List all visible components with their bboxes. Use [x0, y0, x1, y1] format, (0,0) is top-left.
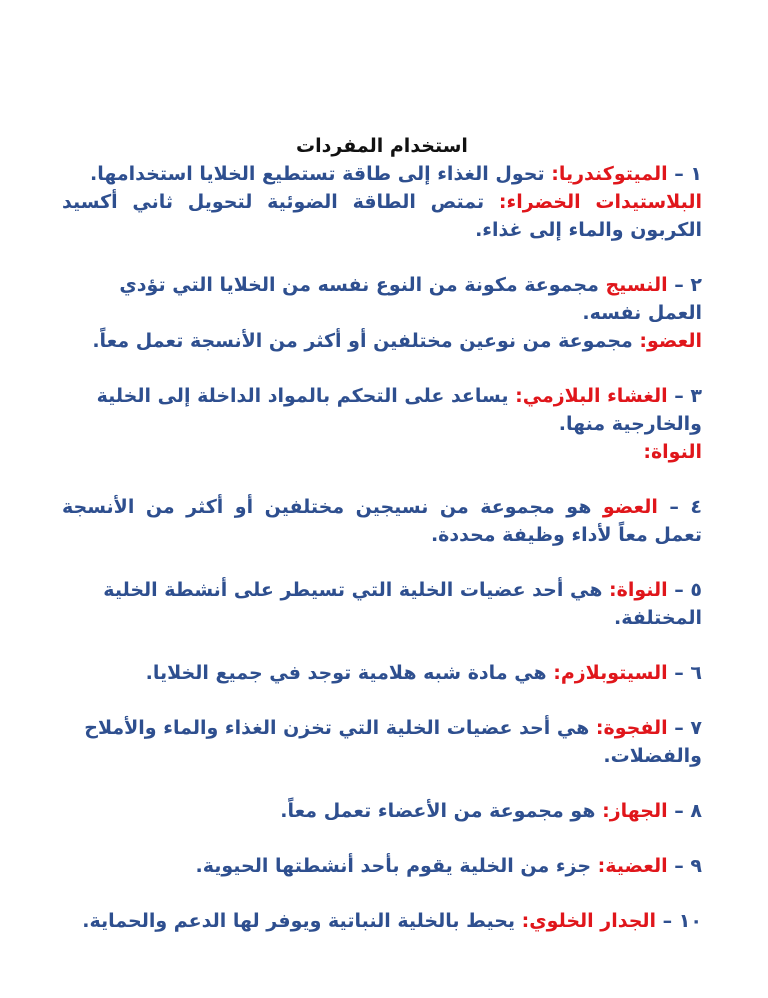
vocabulary-item-2: [62, 271, 702, 327]
definition-text: هي أحد عضيات الخلية التي تخزن الغذاء والماء والأملاح والفضلات.: [84, 717, 702, 767]
vocabulary-item-10: [62, 907, 702, 935]
definition-text: مجموعة مكونة من النوع نفسه من الخلايا التي تؤدي العمل نفسه.: [119, 274, 702, 324]
spacer: [62, 466, 702, 493]
definition-text: تحول الغذاء إلى طاقة تستطيع الخلايا استخدامها.: [89, 163, 552, 185]
vocabulary-item-3: [62, 382, 702, 438]
term-plasma-membrane: الغشاء البلازمي:: [515, 385, 668, 407]
definition-text: يساعد على التحكم بالمواد الداخلة إلى الخلية والخارجية منها.: [96, 385, 702, 435]
definition-text: هي مادة شبه هلامية توجد في جميع الخلايا.: [145, 662, 554, 684]
spacer: [62, 687, 702, 714]
vocabulary-item-6: [62, 659, 702, 687]
definition-text: هو مجموعة من نسيجين مختلفين أو أكثر من الأنسجة تعمل معاً لأداء وظيفة محددة.: [62, 496, 702, 546]
vocabulary-item-chloroplasts: [62, 188, 702, 244]
item-number: ٦ –: [667, 662, 702, 684]
term-vacuole: الفجوة:: [595, 717, 668, 739]
vocabulary-item-nucleus-label: [62, 438, 702, 466]
definition-text: جزء من الخلية يقوم بأحد أنشطتها الحيوية.: [195, 855, 598, 877]
term-mitochondria: الميتوكندريا:: [551, 163, 668, 185]
vocabulary-item-5: [62, 576, 702, 632]
spacer: [62, 880, 702, 907]
term-cytoplasm: السيتوبلازم:: [553, 662, 668, 684]
vocabulary-item-organ: [62, 327, 702, 355]
item-number: ٥ –: [667, 579, 702, 601]
item-number: ٤ –: [657, 496, 702, 518]
spacer: [62, 632, 702, 659]
vocabulary-item-7: [62, 714, 702, 770]
term-organ: العضو: [602, 496, 658, 518]
term-chloroplasts: البلاستيدات الخضراء:: [498, 191, 702, 213]
definition-text: هي أحد عضيات الخلية التي تسيطر على أنشطة الخلية المختلفة.: [103, 579, 702, 629]
item-number: ٧ –: [667, 717, 702, 739]
item-number: ٢ –: [667, 274, 702, 296]
item-number: ٣ –: [667, 385, 702, 407]
spacer: [62, 244, 702, 271]
vocabulary-item-1: [62, 160, 702, 188]
definition-text: هو مجموعة من الأعضاء تعمل معاً.: [280, 800, 603, 822]
spacer: [62, 825, 702, 852]
vocabulary-document: [62, 132, 702, 935]
page-title: استخدام المفردات: [296, 135, 468, 157]
term-system: الجهاز:: [602, 800, 668, 822]
definition-text: يحيط بالخلية النباتية ويوفر لها الدعم والحماية.: [82, 910, 522, 932]
item-number: ١ –: [667, 163, 702, 185]
item-number: ٨ –: [667, 800, 702, 822]
vocabulary-item-9: [62, 852, 702, 880]
term-nucleus: النواة:: [643, 441, 702, 463]
term-nucleus: النواة:: [609, 579, 668, 601]
vocabulary-item-8: [62, 797, 702, 825]
term-cell-wall: الجدار الخلوي:: [521, 910, 657, 932]
spacer: [62, 549, 702, 576]
vocabulary-item-4: [62, 493, 702, 549]
term-tissue: النسيج: [605, 274, 668, 296]
item-number: ١٠ –: [656, 910, 702, 932]
definition-text: مجموعة من نوعين مختلفين أو أكثر من الأنسجة تعمل معاً.: [92, 330, 640, 352]
item-number: ٩ –: [667, 855, 702, 877]
spacer: [62, 770, 702, 797]
definition-text: تمتص الطاقة الضوئية لتحويل ثاني أكسيد الكربون والماء إلى غذاء.: [62, 191, 702, 241]
term-organelle: العضية:: [597, 855, 668, 877]
term-organ: العضو:: [639, 330, 702, 352]
spacer: [62, 355, 702, 382]
